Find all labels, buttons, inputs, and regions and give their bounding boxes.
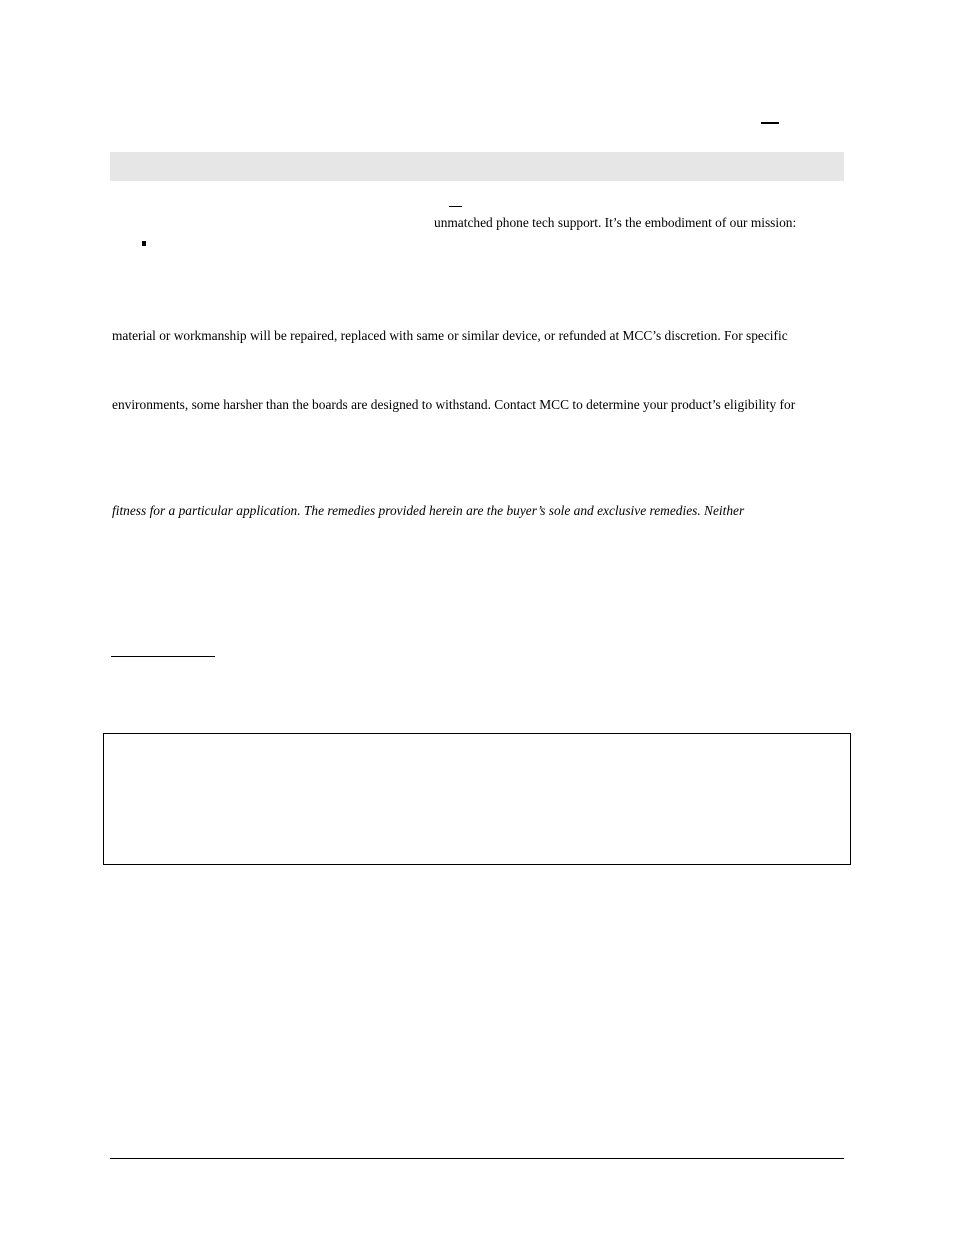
disclaimer-text-line: fitness for a particular application. The remedies provided herein are the buyer’s sole and exclusive remedies. Neither: [112, 503, 745, 518]
em-dash-mark: [449, 206, 462, 207]
environment-text-line: environments, some harsher than the boards are designed to withstand. Contact MCC to determine your product’s eligibility for: [112, 397, 796, 412]
footer-rule: [110, 1158, 844, 1159]
bullet-marker: [142, 241, 146, 246]
header-dash: [761, 122, 779, 124]
underline-rule: [111, 656, 215, 657]
warranty-text-line: material or workmanship will be repaired, replaced with same or similar device, or refunded at MCC’s discretion. For specific: [112, 328, 788, 343]
notice-box: [103, 733, 851, 865]
section-heading-band: [110, 152, 844, 181]
support-text-line: unmatched phone tech support. It’s the embodiment of our mission:: [434, 215, 797, 230]
